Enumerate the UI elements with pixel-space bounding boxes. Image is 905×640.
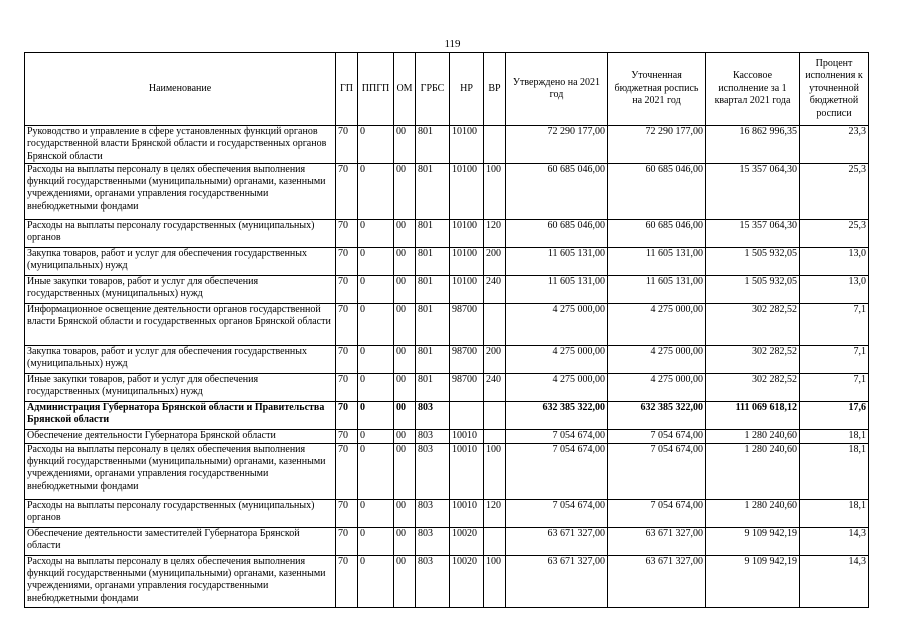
cell-refined: 7 054 674,00 — [608, 443, 706, 499]
cell-gp: 70 — [336, 345, 358, 373]
cell-nr: 10100 — [450, 126, 484, 164]
table-row — [25, 555, 869, 607]
cell-gp: 70 — [336, 219, 358, 247]
cell-percent: 18,1 — [800, 443, 869, 499]
cell-nr: 98700 — [450, 303, 484, 345]
cell-ppgp: 0 — [358, 499, 394, 527]
cell-name: Расходы на выплаты персоналу государственных (муниципальных) органов — [25, 219, 336, 247]
cell-cash: 15 357 064,30 — [706, 219, 800, 247]
cell-gp: 70 — [336, 429, 358, 443]
cell-grbs: 801 — [416, 373, 450, 401]
cell-percent: 25,3 — [800, 163, 869, 219]
cell-cash: 302 282,52 — [706, 373, 800, 401]
cell-om: 00 — [394, 219, 416, 247]
cell-grbs: 803 — [416, 499, 450, 527]
table-row — [25, 247, 869, 275]
cell-cash: 1 280 240,60 — [706, 443, 800, 499]
cell-percent: 25,3 — [800, 219, 869, 247]
cell-approved: 632 385 322,00 — [506, 401, 608, 429]
cell-vr: 100 — [484, 555, 506, 607]
cell-percent: 23,3 — [800, 126, 869, 164]
cell-refined: 4 275 000,00 — [608, 345, 706, 373]
cell-om: 00 — [394, 555, 416, 607]
cell-refined: 60 685 046,00 — [608, 163, 706, 219]
cell-vr — [484, 303, 506, 345]
cell-grbs: 801 — [416, 247, 450, 275]
cell-refined: 4 275 000,00 — [608, 373, 706, 401]
cell-vr — [484, 126, 506, 164]
page-number: 119 — [444, 38, 461, 50]
cell-grbs: 803 — [416, 527, 450, 555]
cell-approved: 60 685 046,00 — [506, 219, 608, 247]
cell-percent: 13,0 — [800, 247, 869, 275]
cell-grbs: 801 — [416, 345, 450, 373]
table-row — [25, 429, 869, 443]
cell-om: 00 — [394, 126, 416, 164]
cell-cash: 302 282,52 — [706, 345, 800, 373]
cell-gp: 70 — [336, 401, 358, 429]
cell-nr — [450, 401, 484, 429]
cell-name: Информационное освещение деятельности органов государственной власти Брянской области и государственных органов Брянской области — [25, 303, 336, 345]
cell-ppgp: 0 — [358, 429, 394, 443]
cell-name: Расходы на выплаты персоналу в целях обеспечения выполнения функций государственными (муниципальными) органами, казенными учреждениями, органами управления государственными внебюджетными фондами — [25, 163, 336, 219]
cell-grbs: 803 — [416, 555, 450, 607]
cell-grbs: 803 — [416, 429, 450, 443]
table-row — [25, 499, 869, 527]
cell-name: Иные закупки товаров, работ и услуг для обеспечения государственных (муниципальных) нужд — [25, 275, 336, 303]
cell-approved: 7 054 674,00 — [506, 429, 608, 443]
cell-gp: 70 — [336, 247, 358, 275]
cell-name: Обеспечение деятельности Губернатора Брянской области — [25, 429, 336, 443]
cell-name: Руководство и управление в сфере установленных функций органов государственной власти Брянской области и государственных органов Брянской области — [25, 126, 336, 164]
cell-gp: 70 — [336, 275, 358, 303]
cell-grbs: 801 — [416, 303, 450, 345]
header-cash: Кассовое исполнение за 1 квартал 2021 года — [706, 53, 800, 126]
cell-refined: 63 671 327,00 — [608, 527, 706, 555]
cell-om: 00 — [394, 527, 416, 555]
cell-om: 00 — [394, 275, 416, 303]
cell-vr: 120 — [484, 499, 506, 527]
cell-nr: 10010 — [450, 429, 484, 443]
cell-approved: 4 275 000,00 — [506, 345, 608, 373]
cell-percent: 7,1 — [800, 303, 869, 345]
cell-cash: 111 069 618,12 — [706, 401, 800, 429]
cell-refined: 632 385 322,00 — [608, 401, 706, 429]
header-approved: Утверждено на 2021 год — [506, 53, 608, 126]
header-nr: НР — [450, 53, 484, 126]
cell-nr: 10020 — [450, 527, 484, 555]
cell-percent: 18,1 — [800, 429, 869, 443]
cell-nr: 10100 — [450, 275, 484, 303]
table-row — [25, 401, 869, 429]
cell-om: 00 — [394, 373, 416, 401]
cell-ppgp: 0 — [358, 126, 394, 164]
cell-name: Закупка товаров, работ и услуг для обеспечения государственных (муниципальных) нужд — [25, 345, 336, 373]
cell-ppgp: 0 — [358, 219, 394, 247]
header-vr: ВР — [484, 53, 506, 126]
cell-vr: 200 — [484, 247, 506, 275]
cell-nr: 10100 — [450, 219, 484, 247]
table-row — [25, 373, 869, 401]
cell-name: Администрация Губернатора Брянской области и Правительства Брянской области — [25, 401, 336, 429]
cell-ppgp: 0 — [358, 443, 394, 499]
cell-approved: 63 671 327,00 — [506, 555, 608, 607]
table-row — [25, 126, 869, 164]
header-name: Наименование — [25, 53, 336, 126]
cell-om: 00 — [394, 345, 416, 373]
cell-name: Иные закупки товаров, работ и услуг для обеспечения государственных (муниципальных) нужд — [25, 373, 336, 401]
cell-nr: 10100 — [450, 163, 484, 219]
cell-refined: 11 605 131,00 — [608, 247, 706, 275]
cell-om: 00 — [394, 401, 416, 429]
cell-om: 00 — [394, 303, 416, 345]
cell-ppgp: 0 — [358, 247, 394, 275]
cell-vr — [484, 429, 506, 443]
cell-vr: 240 — [484, 373, 506, 401]
cell-vr: 240 — [484, 275, 506, 303]
cell-vr: 200 — [484, 345, 506, 373]
cell-cash: 1 280 240,60 — [706, 499, 800, 527]
header-om: ОМ — [394, 53, 416, 126]
cell-refined: 4 275 000,00 — [608, 303, 706, 345]
cell-grbs: 801 — [416, 126, 450, 164]
cell-gp: 70 — [336, 527, 358, 555]
cell-cash: 302 282,52 — [706, 303, 800, 345]
cell-cash: 9 109 942,19 — [706, 527, 800, 555]
cell-percent: 13,0 — [800, 275, 869, 303]
cell-om: 00 — [394, 247, 416, 275]
cell-ppgp: 0 — [358, 345, 394, 373]
cell-grbs: 803 — [416, 401, 450, 429]
cell-ppgp: 0 — [358, 275, 394, 303]
table-row — [25, 303, 869, 345]
header-gp: ГП — [336, 53, 358, 126]
table-row — [25, 527, 869, 555]
table-row — [25, 443, 869, 499]
cell-approved: 72 290 177,00 — [506, 126, 608, 164]
table-row — [25, 163, 869, 219]
cell-om: 00 — [394, 429, 416, 443]
cell-grbs: 801 — [416, 219, 450, 247]
cell-cash: 16 862 996,35 — [706, 126, 800, 164]
cell-refined: 7 054 674,00 — [608, 499, 706, 527]
cell-om: 00 — [394, 163, 416, 219]
cell-percent: 7,1 — [800, 345, 869, 373]
table-row — [25, 345, 869, 373]
cell-name: Расходы на выплаты персоналу в целях обеспечения выполнения функций государственными (муниципальными) органами, казенными учреждениями, органами управления государственными внебюджетными фондами — [25, 555, 336, 607]
cell-vr: 100 — [484, 443, 506, 499]
cell-ppgp: 0 — [358, 555, 394, 607]
cell-cash: 1 505 932,05 — [706, 247, 800, 275]
header-grbs: ГРБС — [416, 53, 450, 126]
cell-approved: 7 054 674,00 — [506, 499, 608, 527]
cell-ppgp: 0 — [358, 401, 394, 429]
cell-refined: 63 671 327,00 — [608, 555, 706, 607]
cell-gp: 70 — [336, 163, 358, 219]
cell-vr: 100 — [484, 163, 506, 219]
cell-gp: 70 — [336, 303, 358, 345]
cell-refined: 11 605 131,00 — [608, 275, 706, 303]
header-refined: Уточненная бюджетная роспись на 2021 год — [608, 53, 706, 126]
cell-nr: 98700 — [450, 345, 484, 373]
cell-ppgp: 0 — [358, 527, 394, 555]
cell-percent: 18,1 — [800, 499, 869, 527]
cell-refined: 60 685 046,00 — [608, 219, 706, 247]
cell-approved: 11 605 131,00 — [506, 247, 608, 275]
cell-gp: 70 — [336, 499, 358, 527]
cell-cash: 1 280 240,60 — [706, 429, 800, 443]
cell-name: Закупка товаров, работ и услуг для обеспечения государственных (муниципальных) нужд — [25, 247, 336, 275]
cell-ppgp: 0 — [358, 303, 394, 345]
cell-grbs: 801 — [416, 163, 450, 219]
cell-refined: 7 054 674,00 — [608, 429, 706, 443]
header-ppgp: ППГП — [358, 53, 394, 126]
cell-nr: 10020 — [450, 555, 484, 607]
cell-gp: 70 — [336, 126, 358, 164]
cell-grbs: 801 — [416, 275, 450, 303]
cell-gp: 70 — [336, 555, 358, 607]
cell-name: Расходы на выплаты персоналу государственных (муниципальных) органов — [25, 499, 336, 527]
table-row — [25, 275, 869, 303]
cell-vr: 120 — [484, 219, 506, 247]
cell-approved: 4 275 000,00 — [506, 373, 608, 401]
table-body — [25, 126, 869, 608]
cell-om: 00 — [394, 443, 416, 499]
cell-percent: 7,1 — [800, 373, 869, 401]
header-percent: Процент исполнения к уточненной бюджетной росписи — [800, 53, 869, 126]
cell-ppgp: 0 — [358, 373, 394, 401]
cell-gp: 70 — [336, 443, 358, 499]
cell-grbs: 803 — [416, 443, 450, 499]
cell-approved: 4 275 000,00 — [506, 303, 608, 345]
cell-approved: 60 685 046,00 — [506, 163, 608, 219]
table-row — [25, 219, 869, 247]
cell-om: 00 — [394, 499, 416, 527]
cell-cash: 1 505 932,05 — [706, 275, 800, 303]
cell-percent: 14,3 — [800, 527, 869, 555]
cell-refined: 72 290 177,00 — [608, 126, 706, 164]
table-header-row — [25, 53, 869, 126]
cell-percent: 17,6 — [800, 401, 869, 429]
cell-vr — [484, 401, 506, 429]
cell-nr: 10100 — [450, 247, 484, 275]
cell-approved: 7 054 674,00 — [506, 443, 608, 499]
cell-vr — [484, 527, 506, 555]
cell-name: Обеспечение деятельности заместителей Губернатора Брянской области — [25, 527, 336, 555]
cell-percent: 14,3 — [800, 555, 869, 607]
cell-ppgp: 0 — [358, 163, 394, 219]
cell-approved: 11 605 131,00 — [506, 275, 608, 303]
cell-gp: 70 — [336, 373, 358, 401]
cell-nr: 98700 — [450, 373, 484, 401]
cell-nr: 10010 — [450, 443, 484, 499]
cell-name: Расходы на выплаты персоналу в целях обеспечения выполнения функций государственными (муниципальными) органами, казенными учреждениями, органами управления государственными внебюджетными фондами — [25, 443, 336, 499]
cell-nr: 10010 — [450, 499, 484, 527]
cell-approved: 63 671 327,00 — [506, 527, 608, 555]
cell-cash: 15 357 064,30 — [706, 163, 800, 219]
budget-table — [24, 52, 869, 608]
cell-cash: 9 109 942,19 — [706, 555, 800, 607]
